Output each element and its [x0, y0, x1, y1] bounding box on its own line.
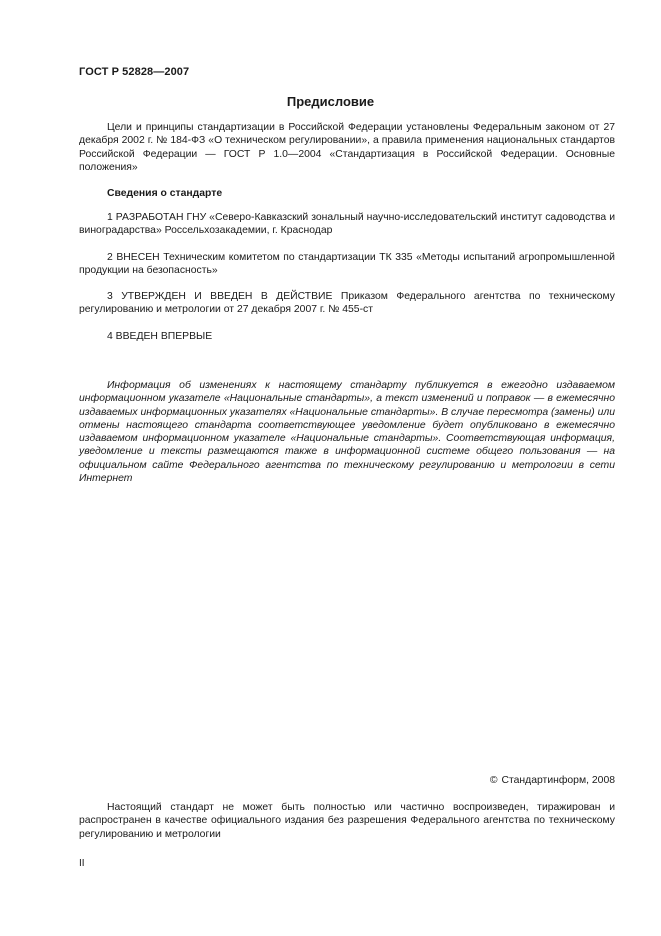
footer-notice: Настоящий стандарт не может быть полностью или частично воспроизведен, тиражирован и распространен в качестве официального издания без разрешения Федерального агентства по техническому регулированию и метрологии: [79, 802, 615, 840]
item-developed: 1 РАЗРАБОТАН ГНУ «Северо-Кавказский зональный научно-исследовательский институт садоводства и виноградарства» Россельхозакадемии, г. Краснодар: [79, 212, 615, 237]
copyright-icon: ©: [489, 775, 498, 786]
copyright: [490, 775, 615, 786]
intro-paragraph: Цели и принципы стандартизации в Российской Федерации установлены Федеральным законом от 27 декабря 2002 г. № 184-ФЗ «О техническом регулировании», а правила применения национальных стандартов Российской Федерации — ГОСТ Р 1.0—2004 «Стандартизация в Российской Федерации. Основные положения»: [79, 122, 615, 173]
page-title: Предисловие: [286, 94, 375, 109]
item-approved: 3 УТВЕРЖДЕН И ВВЕДЕН В ДЕЙСТВИЕ Приказом Федерального агентства по техническому регулированию и метрологии от 27 декабря 2007 г. № 455-ст: [79, 291, 615, 316]
copyright-text: Стандартинформ, 2008: [501, 775, 615, 786]
item-first-introduced: 4 ВВЕДЕН ВПЕРВЫЕ: [107, 331, 213, 342]
info-notice: Информация об изменениях к настоящему стандарту публикуется в ежегодно издаваемом информационном указателе «Национальные стандарты», а текст изменений и поправок — в ежемесячно издаваемых информационных указателях «Национальные стандарты». В случае пересмотра (замены) или отмены настоящего стандарта соответствующее уведомление будет опубликовано в ежемесячно издаваемом информационном указателе «Национальные стандарты». Соответствующая информация, уведомление и тексты размещаются также в информационной системе общего пользования — на официальном сайте Федерального агентства по техническому регулированию и метрологии в сети Интернет: [79, 380, 615, 485]
item-submitted: 2 ВНЕСЕН Техническим комитетом по стандартизации ТК 335 «Методы испытаний агропромышленной продукции на безопасность»: [79, 252, 615, 277]
section-heading: Сведения о стандарте: [107, 188, 223, 199]
document-code: ГОСТ Р 52828—2007: [79, 66, 190, 78]
page-number: II: [79, 858, 85, 869]
